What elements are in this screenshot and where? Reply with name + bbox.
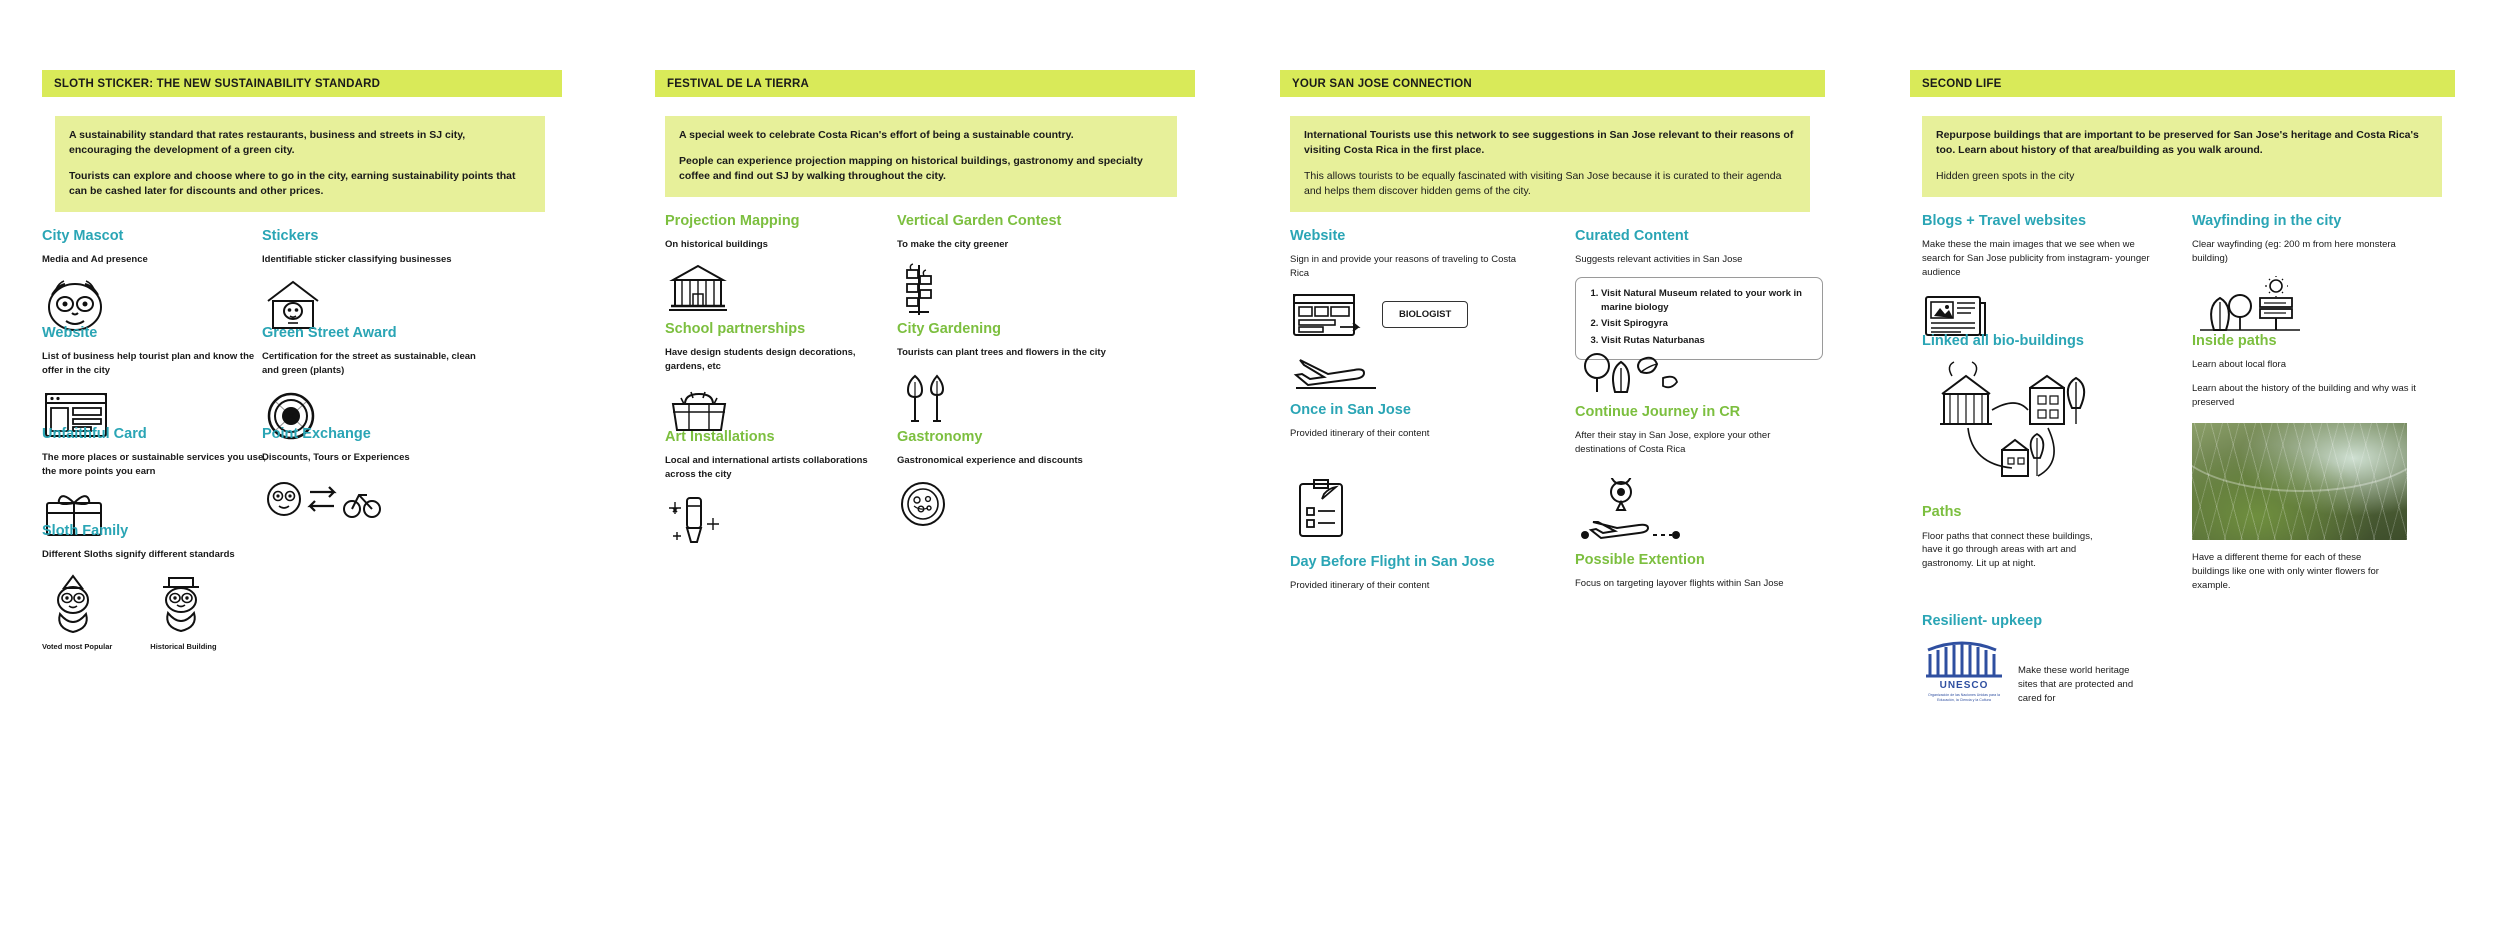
cell-inside-paths	[2192, 333, 2422, 593]
cell-title: Sloth Family	[42, 522, 129, 539]
cell-title: Website	[1290, 227, 1346, 244]
column-intro-3	[1290, 116, 1810, 212]
cell-desc: Tourists can plant trees and flowers in the city	[897, 347, 1106, 359]
cell-title: City Gardening	[897, 320, 1001, 337]
greenhouse-photo	[2192, 423, 2407, 540]
cell-title: Stickers	[262, 227, 319, 244]
resilient-upkeep-desc: Make these world heritage sites that are protected and cared for	[2018, 665, 2134, 704]
cell-desc: Certification for the street as sustainable, clean and green (plants)	[262, 351, 476, 376]
cell-art-installations	[665, 429, 895, 548]
cell-gastronomy	[897, 429, 1083, 530]
cell-desc: Learn about local flora	[2192, 359, 2287, 371]
cell-title: Gastronomy	[897, 428, 983, 445]
cell-desc: The more places or sustainable services you use, the more points you earn	[42, 452, 266, 477]
column-sloth-sticker	[42, 70, 562, 748]
cell-title: Art Installations	[665, 428, 775, 445]
cell-title: School partnerships	[665, 320, 806, 337]
unesco-logo-icon	[1922, 638, 2006, 703]
cell-wayfinding	[2192, 213, 2422, 332]
intro-paragraph: Hidden green spots in the city	[1936, 169, 2075, 182]
column-festival-de-la-tierra	[655, 70, 1195, 643]
cell-desc: Provided itinerary of their content	[1290, 428, 1430, 440]
cell-title: Wayfinding in the city	[2192, 212, 2342, 229]
suggestion-item: 1. Visit Natural Museum related to your work in marine biology	[1601, 287, 1811, 316]
cell-desc: Provided itinerary of their content	[1290, 580, 1430, 592]
cell-continue-journey	[1575, 348, 1805, 467]
column-intro-1	[55, 116, 545, 212]
vertical-garden-icon	[897, 262, 1061, 318]
airplane-landing-icon	[1290, 348, 1429, 392]
cell-title: Possible Extention	[1575, 551, 1705, 568]
column-intro-4	[1922, 116, 2442, 197]
cell-title: Green Street Award	[262, 324, 397, 341]
cell-day-before-flight	[1290, 478, 1495, 603]
cell-grid-3	[1290, 228, 1825, 668]
cell-once-in-san-jose	[1290, 348, 1429, 451]
cell-desc: List of business help tourist plan and know the offer in the city	[42, 351, 255, 376]
cell-school-partnerships	[665, 321, 895, 436]
cell-desc: To make the city greener	[897, 239, 1009, 251]
photo-caption: Have a different theme for each of these buildings like one with only winter flowers for example.	[2192, 552, 2379, 591]
cell-desc: Sign in and provide your reasons of traveling to Costa Rica	[1290, 254, 1517, 279]
cell-point-exchange	[262, 426, 410, 523]
biologist-pill: BIOLOGIST	[1382, 301, 1468, 328]
cell-title: Vertical Garden Contest	[897, 212, 1062, 229]
cell-title: Resilient- upkeep	[1922, 612, 2043, 629]
cell-title: Projection Mapping	[665, 212, 800, 229]
checklist-clipboard-icon	[1290, 478, 1495, 542]
cell-vertical-garden-contest	[897, 213, 1061, 318]
cell-grid-2	[665, 213, 1195, 643]
cell-title: Once in San Jose	[1290, 401, 1411, 418]
cell-title: Linked all bio-buildings	[1922, 332, 2084, 349]
column-san-jose-connection	[1280, 70, 1825, 668]
cell-desc: Media and Ad presence	[42, 254, 148, 266]
unesco-name: UNESCO	[1939, 680, 1989, 692]
cell-desc: Focus on targeting layover flights within San Jose	[1575, 578, 1784, 590]
intro-paragraph: Repurpose buildings that are important to be preserved for San Jose's heritage and Costa Rica's too. Learn about history of that area/building as you walk around.	[1936, 129, 2419, 156]
web-form-icon	[1290, 291, 1364, 339]
cell-desc: Make these the main images that we see when we search for San Jose publicity from instagram- younger audience	[1922, 239, 2150, 278]
cell-grid-1	[42, 228, 562, 748]
cell-projection-mapping	[665, 213, 800, 316]
cell-website-connection	[1290, 228, 1520, 339]
cell-title: Blogs + Travel websites	[1922, 212, 2087, 229]
sloth-label: Voted most Popular	[42, 641, 113, 651]
cell-title: Point Exchange	[262, 425, 371, 442]
inside-paths-extra: Learn about the history of the building and why was it preserved	[2192, 382, 2416, 408]
suggestion-item: 2. Visit Spirogyra	[1601, 317, 1811, 331]
unesco-subtitle: Organización de las Naciones Unidas para la Educación, la Ciencia y la Cultura	[1928, 693, 2000, 702]
cell-title: Inside paths	[2192, 332, 2277, 349]
cell-desc: Clear wayfinding (eg: 200 m from here monstera building)	[2192, 239, 2396, 264]
cell-city-mascot	[42, 228, 148, 333]
intro-paragraph: International Tourists use this network to see suggestions in San Jose relevant to their reasons of visiting Costa Rica in the first place.	[1304, 129, 1794, 156]
cell-grid-4	[1922, 213, 2455, 713]
column-second-life	[1910, 70, 2455, 713]
cell-linked-bio-buildings	[1922, 333, 2132, 581]
cell-sloth-family	[42, 523, 235, 651]
column-header-4: SECOND LIFE	[1910, 70, 2455, 97]
cell-title: Paths	[1922, 504, 1962, 521]
column-header-3: YOUR SAN JOSE CONNECTION	[1280, 70, 1825, 97]
cell-title: Website	[42, 324, 98, 341]
cell-desc: Suggests relevant activities in San Jose	[1575, 254, 1743, 266]
sloth-label: Historical Building	[150, 641, 217, 651]
historic-building-icon	[665, 262, 800, 316]
art-brush-icon	[665, 492, 895, 548]
cell-stickers	[262, 228, 452, 333]
cell-unfaithful-card	[42, 426, 272, 539]
cell-title: Continue Journey in CR	[1575, 403, 1741, 420]
exchange-icon	[262, 475, 410, 523]
intro-paragraph: This allows tourists to be equally fascinated with visiting San Jose because it is curated to their agenda and helps them discover hidden gems of the city.	[1304, 169, 1782, 197]
cell-desc: After their stay in San Jose, explore your other destinations of Costa Rica	[1575, 430, 1771, 455]
cell-desc: Identifiable sticker classifying businesses	[262, 254, 452, 266]
cell-curated-content	[1575, 228, 1823, 360]
cell-blogs-travel-websites	[1922, 213, 2152, 342]
cell-desc: On historical buildings	[665, 239, 768, 251]
linked-buildings-icon	[1922, 358, 2132, 498]
nature-trees-icon	[1575, 348, 1805, 394]
cell-desc: Local and international artists collaborations across the city	[665, 455, 868, 480]
cell-title: City Mascot	[42, 227, 124, 244]
intro-paragraph: A special week to celebrate Costa Rican's effort of being a sustainable country.	[679, 129, 1074, 141]
intro-paragraph: Tourists can explore and choose where to go in the city, earning sustainability points that can be cashed later for discounts and other prices.	[69, 169, 516, 197]
sloth-family-icon	[42, 572, 112, 638]
cell-title: Unfaithful Card	[42, 425, 147, 442]
signpost-icon	[2192, 276, 2422, 332]
cell-desc: Different Sloths signify different standards	[42, 549, 235, 561]
cell-desc: Gastronomical experience and discounts	[897, 455, 1083, 467]
cell-desc: Have design students design decorations, gardens, etc	[665, 347, 856, 372]
column-header-1: SLOTH STICKER: THE NEW SUSTAINABILITY STANDARD	[42, 70, 562, 97]
intro-paragraph: A sustainability standard that rates restaurants, business and streets in SJ city, encouraging the development of a green city.	[69, 129, 466, 156]
route-map-icon	[1575, 478, 1784, 540]
garden-tools-icon	[897, 370, 1106, 426]
suggestion-item: 3. Visit Rutas Naturbanas	[1601, 334, 1811, 348]
cell-title: Day Before Flight in San Jose	[1290, 553, 1495, 570]
sloth-family-icon	[150, 572, 216, 638]
cell-desc: Discounts, Tours or Experiences	[262, 452, 410, 464]
cell-resilient-upkeep	[1922, 613, 2143, 706]
column-header-2: FESTIVAL DE LA TIERRA	[655, 70, 1195, 97]
column-intro-2	[665, 116, 1177, 197]
cell-city-gardening	[897, 321, 1106, 426]
cell-desc: Floor paths that connect these buildings, have it go through areas with art and gastronomy. Lit up at night.	[1922, 530, 2093, 570]
cell-website	[42, 325, 272, 442]
cell-possible-extention	[1575, 478, 1784, 601]
intro-paragraph: People can experience projection mapping on historical buildings, gastronomy and specialty coffee and find out SJ by walking throughout the city.	[679, 154, 1143, 182]
cell-title: Curated Content	[1575, 227, 1689, 244]
food-plate-icon	[897, 478, 1083, 530]
